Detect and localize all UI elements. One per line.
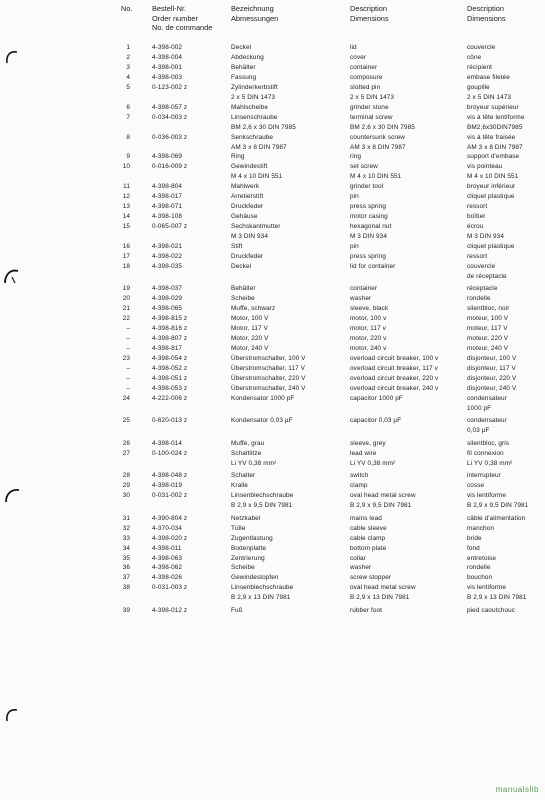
english-description: hexagonal nut — [350, 223, 392, 231]
english-description: oval head metal screw — [350, 492, 416, 500]
french-description: interrupteur — [467, 472, 501, 480]
part-number: 38 — [122, 584, 130, 592]
german-description: Scheibe — [231, 295, 255, 303]
german-description: Zugentlastung — [231, 534, 273, 542]
english-description: rubber foot — [350, 606, 383, 614]
german-description: Behälter — [231, 285, 256, 293]
german-description: Li YV 0,38 mm² — [231, 459, 277, 467]
order-number: 0-036-003 z — [152, 133, 188, 141]
order-number: 4-398-063 — [152, 554, 183, 562]
english-description: M 4 x 10 DIN 551 — [350, 173, 402, 181]
german-description: 2 x 5 DIN 1473 — [231, 93, 276, 101]
part-number: – — [126, 335, 130, 343]
english-description: set screw — [350, 163, 378, 171]
english-description: screw stopper — [350, 574, 392, 582]
french-description: ressort — [467, 203, 488, 211]
german-description: BM 2,6 x 30 DIN 7985 — [231, 123, 296, 131]
french-description: 1000 pF — [467, 404, 492, 412]
order-number: 0-065-007 z — [152, 223, 188, 231]
english-description: BM 2,6 x 30 DIN 7985 — [350, 123, 415, 131]
part-number: 35 — [122, 554, 130, 562]
german-description: M 3 DIN 934 — [231, 233, 268, 241]
french-description: broyeur inférieur — [467, 183, 516, 191]
order-number: 4-398-011 — [152, 544, 182, 552]
german-description: Muffe, grau — [231, 439, 265, 447]
part-number: 1 — [126, 44, 130, 51]
part-number: 26 — [122, 439, 130, 447]
french-description: moteur, 220 V — [467, 335, 509, 343]
order-number: 4-398-815 z — [152, 315, 188, 323]
order-number: 4-398-051 z — [152, 374, 188, 382]
french-description: support d'embase — [467, 153, 520, 161]
french-description: condensateur — [467, 417, 507, 425]
english-description: 2 x 5 DIN 1473 — [350, 93, 395, 101]
part-number: 18 — [122, 262, 130, 270]
german-description: Überstromschalter, 117 V — [231, 365, 306, 372]
german-description: Gewindestift — [231, 163, 268, 171]
order-number: 4-398-037 — [152, 285, 183, 293]
order-number: 0-100-024 z — [152, 449, 188, 457]
german-description: Mahlwerk — [231, 183, 260, 191]
german-description: Fassung — [231, 73, 257, 81]
header-order-label: Bestell-Nr. — [152, 4, 187, 13]
order-number: 4-398-021 — [152, 243, 183, 250]
order-number: 4-398-807 z — [152, 335, 188, 343]
part-number: 12 — [122, 193, 130, 201]
german-description: AM 3 x 8 DIN 7987 — [231, 143, 287, 151]
french-description: disjonteur, 100 V — [467, 355, 517, 363]
german-description: Tülle — [231, 524, 246, 532]
english-description: countersunk screw — [350, 133, 405, 141]
german-description: Kralle — [231, 482, 248, 490]
french-description: moteur, 240 V — [467, 345, 509, 353]
french-description: vis pointeau — [467, 163, 503, 171]
english-description: overload circuit breaker, 100 v — [350, 355, 439, 363]
french-description: M 4 x 10 DIN 551 — [467, 173, 519, 181]
order-number: 4-398-022 — [152, 252, 183, 260]
order-number: 4-390-804 z — [152, 514, 188, 522]
part-number: 14 — [122, 213, 130, 221]
german-description: B 2,9 x 9,5 DIN 7981 — [231, 502, 293, 510]
part-number: 32 — [122, 524, 130, 532]
order-number: 4-398-003 — [152, 73, 183, 81]
english-description: washer — [350, 564, 372, 572]
part-number: 2 — [126, 53, 130, 61]
german-description: Muffe, schwarz — [231, 305, 276, 313]
order-number: 4-398-057 z — [152, 103, 188, 111]
header-en-label: Dimensions — [350, 13, 389, 23]
english-description: sleeve, black — [350, 305, 389, 313]
order-number: 4-398-035 — [152, 262, 183, 270]
french-description: 2 x 5 DIN 1473 — [467, 93, 512, 101]
order-number: 4-398-062 — [152, 564, 183, 572]
order-number: 4-398-071 — [152, 203, 183, 211]
german-description: Linsenschraube — [231, 113, 278, 121]
english-description: lead wire — [350, 449, 377, 457]
order-number: 4-398-065 — [152, 305, 183, 313]
english-description: grinder tool — [350, 183, 384, 191]
french-description: broyeur supérieur — [467, 103, 519, 111]
english-description: motor, 117 v — [350, 325, 386, 333]
french-description: bouchon — [467, 574, 493, 582]
french-description: câble d'alimentation — [467, 514, 526, 522]
french-description: BM2,6x30DIN7985 — [467, 123, 523, 131]
part-number: 30 — [122, 492, 130, 500]
german-description: Kondensator 1000 pF — [231, 394, 295, 402]
french-description: disjonteur, 240 V — [467, 384, 517, 392]
english-description: bottom plate — [350, 544, 387, 552]
part-number: – — [126, 325, 130, 333]
french-description: cliquet plastique — [467, 193, 515, 201]
part-number: – — [126, 365, 130, 372]
header-de-label: Abmessungen — [231, 13, 279, 23]
english-description: sleeve, grey — [350, 439, 386, 447]
part-number: 19 — [122, 285, 130, 293]
part-number: 31 — [122, 514, 130, 522]
part-number: 13 — [122, 203, 130, 211]
german-description: Überstromschalter, 240 V — [231, 384, 306, 392]
french-description: cône — [467, 53, 482, 61]
german-description: Abdeckung — [231, 53, 264, 61]
french-description: cosse — [467, 482, 485, 490]
order-number: 0-031-003 z — [152, 584, 188, 592]
french-description: vis lentiforme — [467, 584, 507, 592]
german-description: Linsenblechschraube — [231, 584, 294, 592]
part-number: 36 — [122, 564, 130, 572]
english-description: motor, 100 v — [350, 315, 387, 323]
watermark: manualslib — [495, 785, 539, 794]
german-description: B 2,9 x 13 DIN 7981 — [231, 594, 291, 602]
english-description: B 2,9 x 13 DIN 7981 — [350, 594, 410, 602]
french-description: récipient — [467, 63, 493, 71]
part-number: 28 — [122, 472, 130, 480]
french-description: silentbloc, noir — [467, 305, 510, 313]
english-description: collar — [350, 554, 366, 562]
english-description: capacitor 1000 pF — [350, 394, 403, 402]
english-description: composure — [350, 73, 383, 81]
english-description: press spring — [350, 203, 387, 211]
part-number: 8 — [126, 133, 130, 141]
part-number: 7 — [126, 113, 130, 121]
german-description: Schaltlitze — [231, 449, 262, 457]
english-description: container — [350, 63, 378, 71]
order-number: 4-398-053 z — [152, 384, 188, 392]
english-description: B 2,9 x 9,5 DIN 7981 — [350, 502, 412, 510]
german-description: Fuß — [231, 606, 243, 614]
order-number: 4-398-817 — [152, 345, 183, 353]
german-description: Behälter — [231, 63, 256, 71]
french-description: manchon — [467, 524, 494, 532]
german-description: Überstromschalter, 100 V — [231, 355, 306, 363]
french-description: AM 3 x 8 DIN 7987 — [467, 143, 523, 151]
german-description: Motor, 240 V — [231, 345, 269, 353]
header-no-label: No. — [121, 4, 133, 13]
german-description: Gewindestopfen — [231, 574, 279, 582]
english-description: slotted pin — [350, 83, 381, 91]
part-number: 20 — [122, 295, 130, 303]
english-description: washer — [350, 295, 372, 303]
english-description: container — [350, 285, 378, 293]
german-description: Druckfeder — [231, 203, 264, 211]
german-description: Zylinderkerbstift — [231, 83, 278, 91]
part-number: 34 — [122, 544, 130, 552]
french-description: rondelle — [467, 295, 491, 303]
french-description: rondelle — [467, 564, 491, 572]
english-description: lid — [350, 44, 357, 51]
order-number: 0-620-013 z — [152, 417, 188, 425]
order-number: 4-398-026 — [152, 574, 183, 582]
english-description: AM 3 x 8 DIN 7987 — [350, 143, 406, 151]
french-description: fil connexion — [467, 449, 504, 457]
french-description: disjonteur, 220 V — [467, 374, 517, 382]
header-order-label: No. de commande — [152, 23, 213, 32]
order-number: 4-398-804 — [152, 183, 183, 191]
french-description: B 2,9 x 13 DIN 7981 — [467, 594, 527, 602]
part-number: 3 — [126, 63, 130, 71]
french-description: couvercle — [467, 44, 496, 51]
french-description: disjonteur, 117 V — [467, 365, 516, 372]
english-description: ring — [350, 153, 362, 161]
german-description: Kondensator 0,03 µF — [231, 417, 293, 425]
english-description: motor, 220 v — [350, 335, 387, 343]
german-description: Stift — [231, 243, 243, 250]
german-description: Sechskantmutter — [231, 223, 281, 231]
part-number: – — [126, 345, 130, 353]
german-description: Bodenplatte — [231, 544, 267, 552]
french-description: réceptacle — [467, 285, 498, 293]
part-number: 17 — [122, 252, 130, 260]
german-description: Linsenblechschraube — [231, 492, 294, 500]
english-description: overload circuit breaker, 220 v — [350, 374, 439, 382]
french-description: vis à tête lentiforme — [467, 113, 525, 121]
french-description: B 2,9 x 9,5 DIN 7981 — [467, 502, 529, 510]
english-description: pin — [350, 243, 359, 250]
german-description: Scheibe — [231, 564, 255, 572]
french-description: embase filetée — [467, 73, 510, 81]
french-description: fond — [467, 544, 480, 552]
german-description: Zentrierung — [231, 554, 265, 562]
german-description: Deckel — [231, 44, 252, 51]
part-number: 29 — [122, 482, 130, 490]
english-description: press spring — [350, 252, 387, 260]
part-number: 4 — [126, 73, 130, 81]
french-description: condensateur — [467, 394, 507, 402]
german-description: Gehäuse — [231, 213, 258, 221]
order-number: 4-370-034 — [152, 524, 183, 532]
german-description: Schalter — [231, 472, 256, 480]
part-number: 21 — [122, 305, 130, 313]
english-description: overload circuit breaker, 240 v — [350, 384, 439, 392]
german-description: Motor, 117 V — [231, 325, 268, 333]
german-description: Deckel — [231, 262, 252, 270]
order-number: 4-398-004 — [152, 53, 183, 61]
french-description: 0,03 µF — [467, 427, 490, 435]
english-description: overload circuit breaker, 117 v — [350, 365, 438, 372]
part-number: 16 — [122, 243, 130, 250]
part-number: 23 — [122, 355, 130, 363]
order-number: 4-398-002 — [152, 44, 183, 51]
header-order-label: Order number — [152, 13, 199, 23]
part-number: 39 — [122, 606, 130, 614]
german-description: Senkschraube — [231, 133, 274, 141]
english-description: capacitor 0,03 µF — [350, 417, 402, 425]
part-number: 10 — [122, 163, 130, 171]
part-number: 33 — [122, 534, 130, 542]
part-number: 9 — [126, 153, 130, 161]
part-number: 37 — [122, 574, 130, 582]
part-number: 6 — [126, 103, 130, 111]
order-number: 4-222-006 z — [152, 394, 188, 402]
order-number: 4-398-017 — [152, 193, 183, 201]
french-description: ressort — [467, 252, 488, 260]
part-number: 24 — [122, 394, 130, 402]
english-description: grinder stone — [350, 103, 389, 111]
french-description: couvercle — [467, 262, 496, 270]
german-description: Motor, 220 V — [231, 335, 269, 343]
english-description: clamp — [350, 482, 368, 490]
french-description: Li YV 0,38 mm² — [467, 459, 513, 467]
english-description: terminal screw — [350, 113, 393, 121]
english-description: oval head metal screw — [350, 584, 416, 592]
header-fr-label: Description — [467, 4, 504, 13]
german-description: Druckfeder — [231, 252, 264, 260]
german-description: Motor, 100 V — [231, 315, 269, 323]
english-description: Li YV 0,38 mm² — [350, 459, 396, 467]
german-description: M 4 x 10 DIN 551 — [231, 173, 283, 181]
french-description: écrou — [467, 223, 484, 231]
part-number: 11 — [123, 183, 130, 191]
french-description: cliquet plastique — [467, 243, 515, 250]
order-number: 4-398-052 z — [152, 365, 188, 372]
order-number: 0-034-003 z — [152, 113, 188, 121]
order-number: 4-398-054 z — [152, 355, 188, 363]
german-description: Ring — [231, 153, 245, 161]
order-number: 4-398-014 — [152, 439, 183, 447]
english-description: cable clamp — [350, 534, 386, 542]
french-description: pied caoutchouc — [467, 606, 516, 614]
order-number: 4-398-001 — [152, 63, 183, 71]
order-number: 4-398-069 — [152, 153, 183, 161]
order-number: 4-398-816 z — [152, 325, 188, 333]
order-number: 0-016-009 z — [152, 163, 188, 171]
part-number: – — [126, 374, 130, 382]
french-description: silentbloc, gris — [467, 439, 510, 447]
english-description: cover — [350, 53, 367, 61]
order-number: 0-031-002 z — [152, 492, 188, 500]
french-description: M 3 DIN 934 — [467, 233, 504, 241]
french-description: vis à tête fraisée — [467, 133, 516, 141]
english-description: cable sleeve — [350, 524, 387, 532]
french-description: bride — [467, 534, 482, 542]
order-number: 4-398-048 z — [152, 472, 188, 480]
order-number: 4-398-108 — [152, 213, 183, 221]
part-number: 22 — [122, 315, 130, 323]
order-number: 0-123-002 z — [152, 83, 188, 91]
order-number: 4-398-020 z — [152, 534, 188, 542]
english-description: pin — [350, 193, 359, 201]
english-description: lid for container — [350, 262, 396, 270]
part-number: 5 — [126, 83, 130, 91]
french-description: moteur, 117 V — [467, 325, 508, 333]
header-fr-label: Dimensions — [467, 13, 506, 23]
german-description: Mahlscheibe — [231, 103, 268, 111]
english-description: mains lead — [350, 514, 382, 522]
header-en-label: Description — [350, 4, 387, 13]
english-description: motor casing — [350, 213, 388, 221]
part-number: 27 — [122, 449, 130, 457]
english-description: switch — [350, 472, 369, 480]
english-description: motor, 240 v — [350, 345, 387, 353]
french-description: vis lentiforme — [467, 492, 507, 500]
order-number: 4-398-012 z — [152, 606, 188, 614]
french-description: moteur, 100 V — [467, 315, 509, 323]
header-de-label: Bezeichnung — [231, 4, 274, 13]
french-description: goupille — [467, 83, 490, 91]
english-description: M 3 DIN 934 — [350, 233, 387, 241]
part-number: 25 — [122, 417, 130, 425]
part-number: 15 — [122, 223, 130, 231]
german-description: Netzkabel — [231, 514, 261, 522]
german-description: Arretierstift — [231, 193, 264, 201]
german-description: Überstromschalter, 220 V — [231, 374, 306, 382]
french-description: entretoise — [467, 554, 497, 562]
french-description: de réceptacle — [467, 272, 507, 280]
part-number: – — [126, 384, 130, 392]
french-description: boîtier — [467, 213, 486, 221]
order-number: 4-398-029 — [152, 295, 183, 303]
order-number: 4-398-019 — [152, 482, 183, 490]
